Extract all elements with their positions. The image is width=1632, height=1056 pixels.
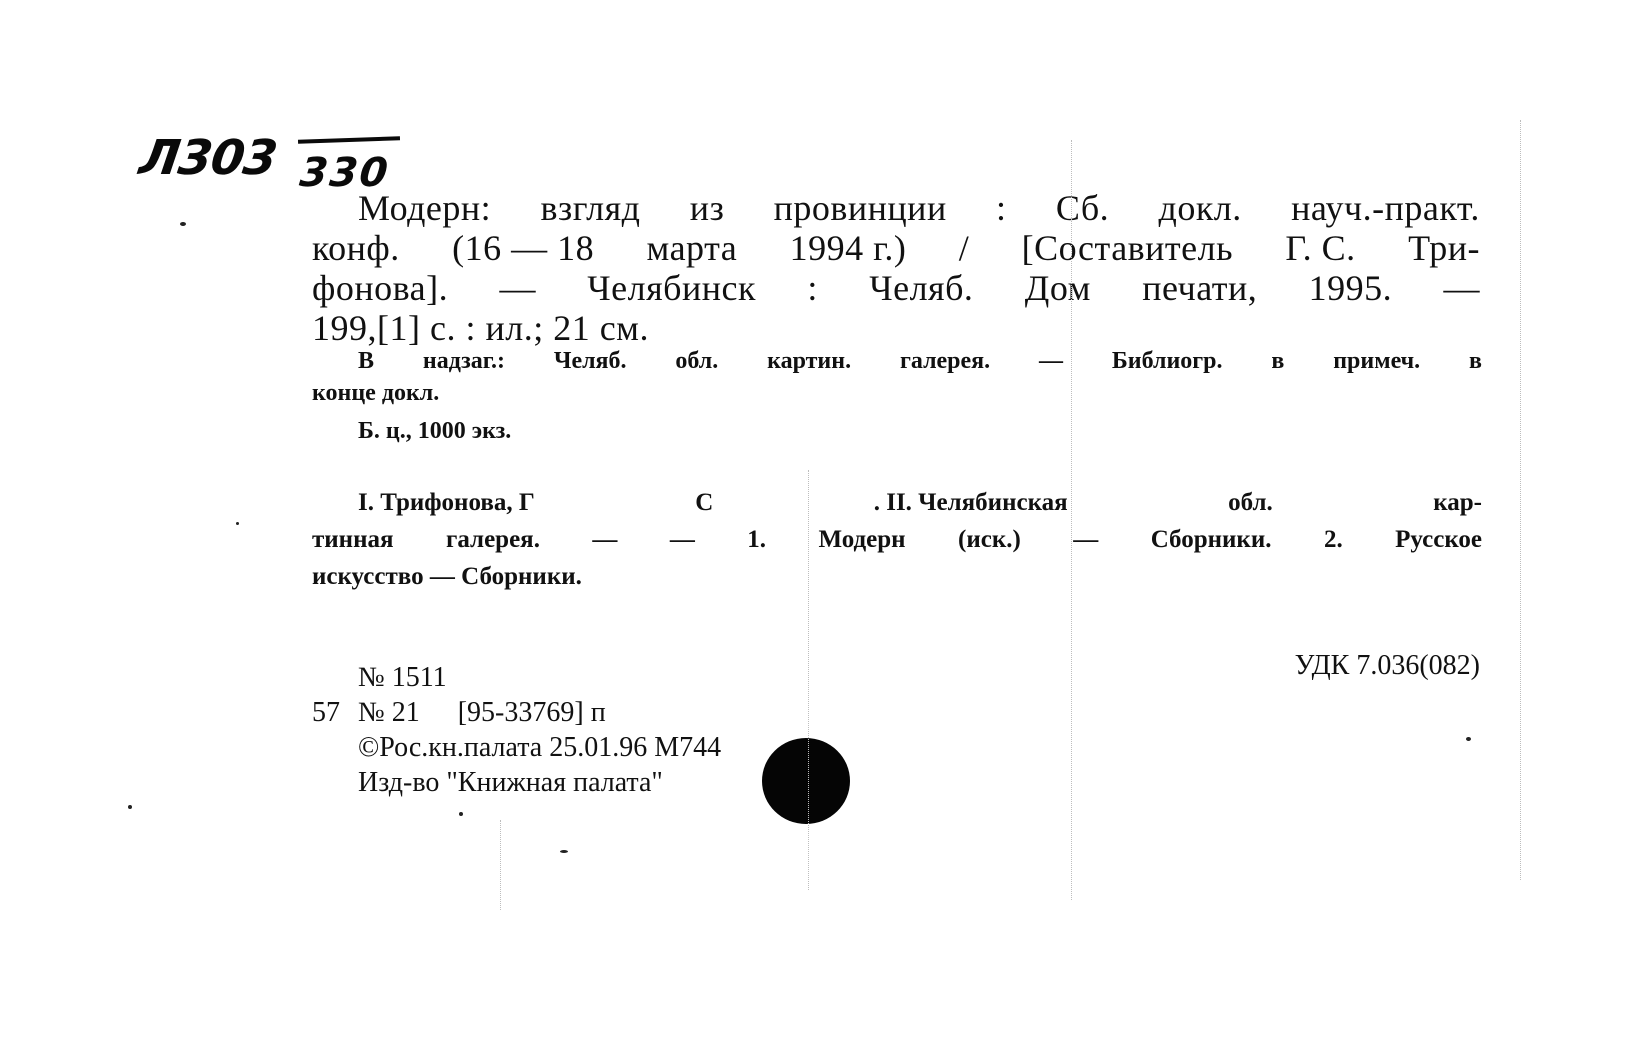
price-note: Б. ц., 1000 экз. (358, 418, 512, 444)
tracing-word: С (695, 489, 714, 516)
scan-artifact-line (1071, 140, 1073, 900)
note-word: примеч. (1333, 348, 1421, 374)
tracing-text: искусство — Сборники. (312, 563, 582, 590)
tracing-word: I. Трифонова, Г (358, 489, 535, 516)
title-word: 1995. (1308, 268, 1393, 308)
record-number-row (312, 660, 721, 695)
tracing-word: галерея. (445, 526, 540, 553)
udk-classification: УДК 7.036(082) (1294, 650, 1480, 681)
title-word: провинции (773, 188, 947, 228)
note-word: обл. (675, 348, 719, 374)
book-chamber-line: ©Рос.кн.палата 25.01.96 М744 (358, 732, 722, 763)
title-word: Сб. (1055, 188, 1110, 228)
title-word: печати, (1142, 268, 1258, 308)
title-word: Челябинск (587, 268, 756, 308)
tracing-word: 2. (1323, 526, 1343, 553)
spacer (312, 730, 358, 765)
title-word: докл. (1158, 188, 1242, 228)
title-line-3 (312, 268, 1480, 308)
title-word: Дом (1024, 268, 1091, 308)
chamber-row (312, 730, 721, 765)
physical-description: 199,[1] с. : ил.; 21 см. (312, 308, 649, 348)
ink-speck (560, 850, 568, 853)
issue-row (312, 695, 721, 730)
title-word: — (499, 268, 536, 308)
ink-speck (236, 522, 239, 525)
title-word: — (1443, 268, 1480, 308)
note-word: надзаг.: (422, 348, 505, 374)
tracing-line-2 (312, 521, 1482, 558)
tracing-word: кар- (1433, 489, 1482, 516)
scan-artifact-line (808, 470, 810, 890)
ink-speck (180, 222, 186, 226)
note-line-1 (312, 345, 1482, 377)
title-word: / (958, 228, 970, 268)
tracing-word: — (669, 526, 695, 553)
tracing-word: Сборники. (1150, 526, 1272, 553)
note-word: картин. (767, 348, 852, 374)
title-word: : (807, 268, 818, 308)
title-word: Три- (1408, 228, 1480, 268)
title-word: марта (646, 228, 738, 268)
note-word: галерея. (899, 348, 991, 374)
tracing-word: . II. Челябинская (873, 489, 1068, 516)
ink-speck (128, 805, 132, 809)
title-word: взгляд (540, 188, 641, 228)
handwritten-shelf-mark: Л303 (136, 130, 280, 186)
title-word: Челяб. (869, 268, 974, 308)
registration-block (312, 660, 721, 800)
tracing-word: — (1073, 526, 1099, 553)
tracing-word: тинная (312, 526, 394, 553)
title-word: 1994 г.) (789, 228, 907, 268)
title-word: Г. С. (1285, 228, 1356, 268)
tracings (312, 484, 1482, 595)
title-word: : (996, 188, 1007, 228)
tracing-word: 1. (747, 526, 767, 553)
note-word: В (358, 348, 375, 374)
note-line-2 (312, 377, 1482, 409)
ink-speck (1466, 737, 1471, 741)
title-word: фонова]. (312, 268, 449, 308)
ink-speck (459, 812, 463, 816)
note-word: Библиогр. (1111, 348, 1223, 374)
title-word: конф. (312, 228, 400, 268)
tracing-line-1 (312, 484, 1482, 521)
title-line-1 (312, 188, 1480, 228)
tracing-word: обл. (1228, 489, 1273, 516)
tracing-word: — (592, 526, 618, 553)
tracing-word: Модерн (818, 526, 906, 553)
ink-blot-stamp (762, 738, 850, 824)
title-word: Модерн: (358, 188, 492, 228)
note-word: в (1271, 348, 1285, 374)
handwritten-overline (298, 136, 400, 144)
notes (312, 345, 1482, 447)
spacer (312, 765, 358, 800)
register-number: [95-33769] п (457, 697, 606, 728)
scan-artifact-line (1520, 120, 1522, 880)
tracing-word: (иск.) (958, 526, 1021, 553)
title-line-2 (312, 228, 1480, 268)
publisher-row (312, 765, 721, 800)
record-number: № 1511 (358, 662, 447, 693)
publisher-line: Изд-во "Книжная палата" (358, 767, 663, 798)
note-word: Челяб. (553, 348, 627, 374)
title-word: науч.-практ. (1291, 188, 1480, 228)
spacer (420, 695, 458, 730)
tracing-word: Русское (1395, 526, 1482, 553)
issue-number: № 21 (358, 697, 420, 728)
scan-artifact-line (500, 820, 502, 910)
note-text: конце докл. (312, 380, 440, 406)
note-word: в (1469, 348, 1482, 374)
title-word: из (689, 188, 725, 228)
spacer (312, 660, 358, 695)
tracing-line-3 (312, 558, 1482, 595)
title-word: [Составитель (1021, 228, 1234, 268)
note-word: — (1039, 348, 1064, 374)
handwritten-number: 330 (297, 150, 392, 196)
title-word: (16 — 18 (452, 228, 595, 268)
issue-prefix: 57 (312, 697, 340, 728)
title-statement (312, 188, 1480, 348)
title-line-4 (312, 308, 1480, 348)
